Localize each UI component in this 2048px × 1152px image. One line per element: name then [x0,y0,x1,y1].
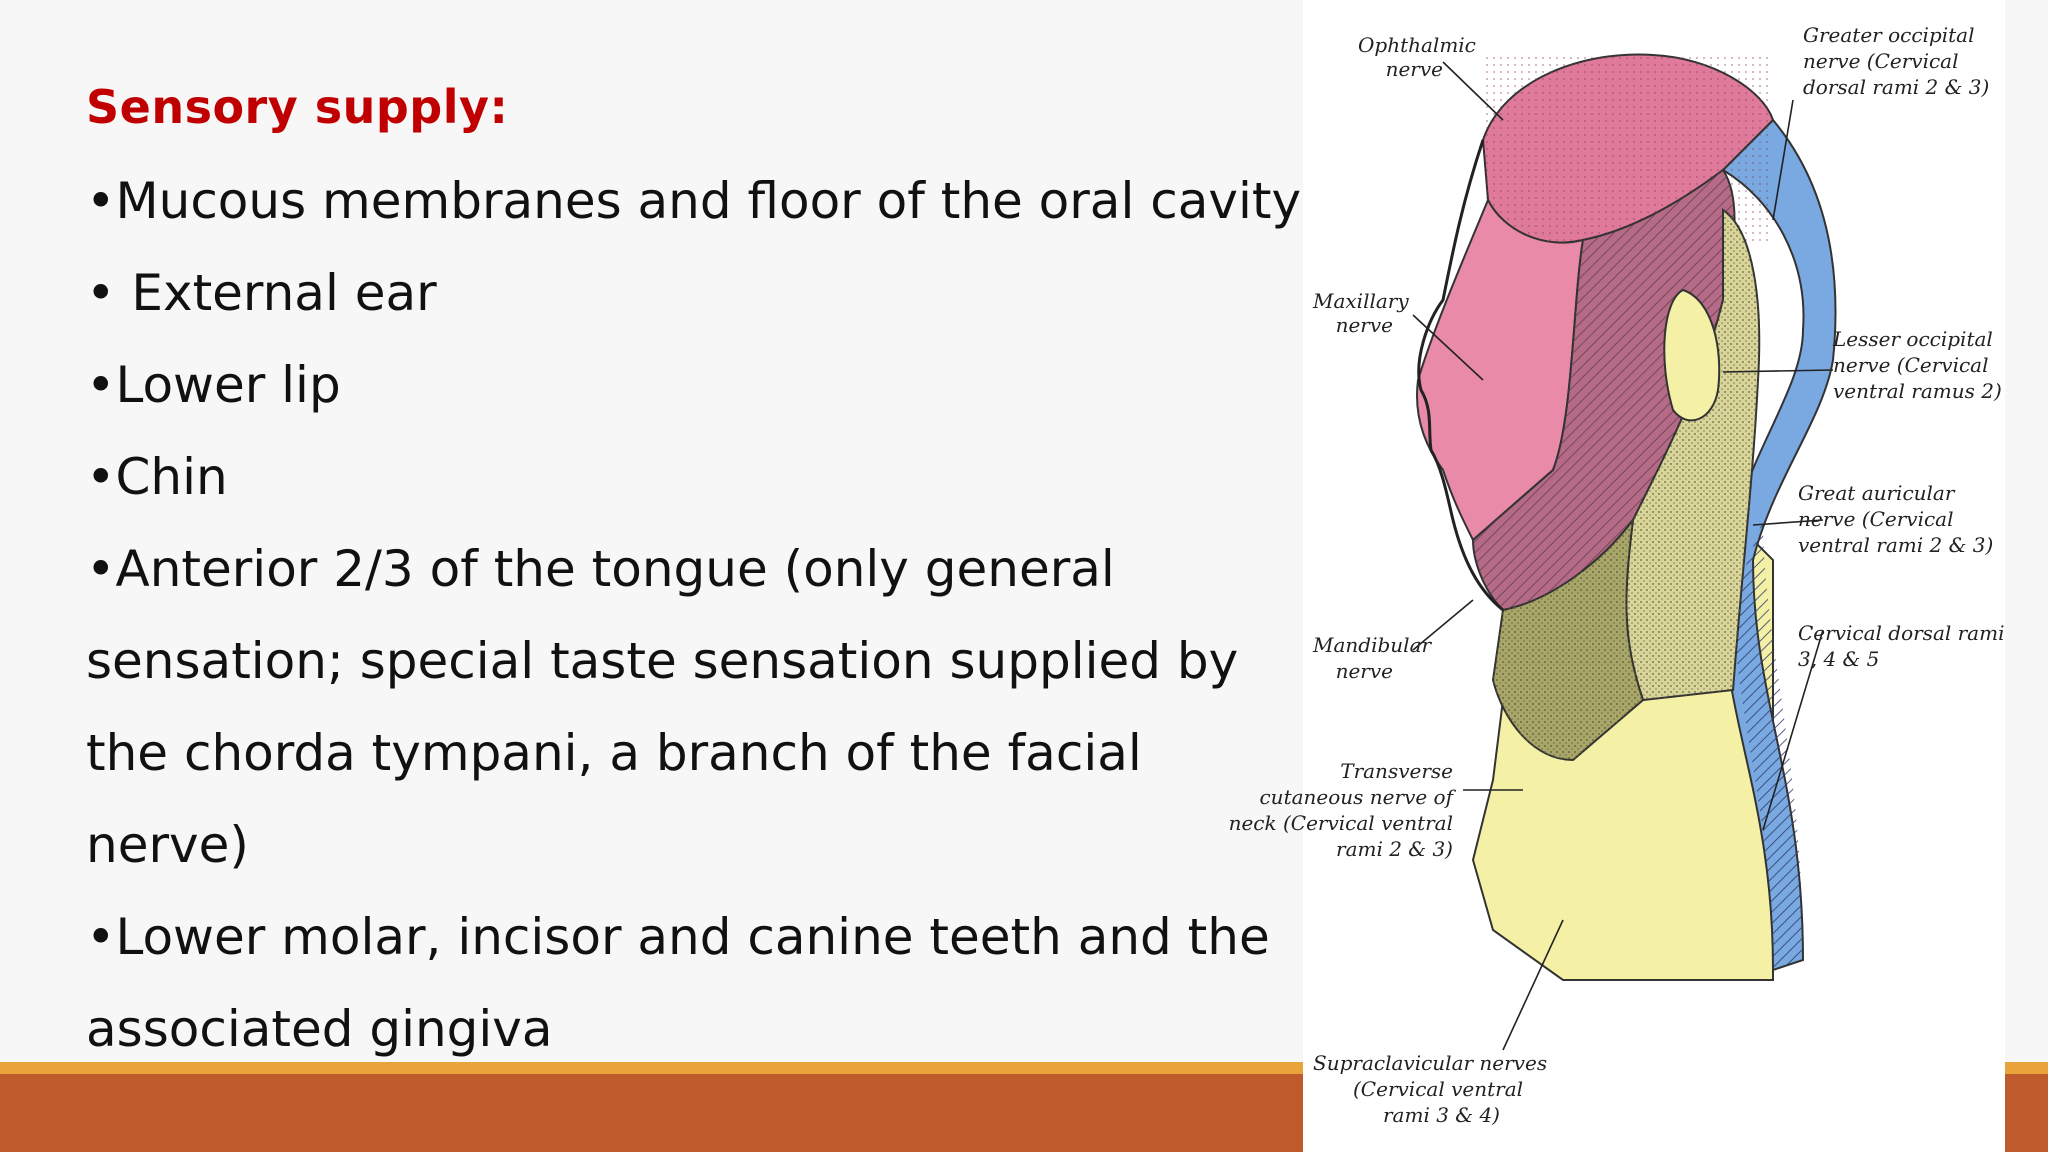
svg-text:nerve: nerve [1335,313,1393,337]
bullet-anterior-tongue: •Anterior 2/3 of the tongue (only general [86,540,1115,598]
bullet-chin: •Chin [86,448,228,506]
bullet-mucous-membranes: •Mucous membranes and floor of the oral cavity [86,172,1302,230]
svg-text:Supraclavicular nerves: Supraclavicular nerves [1313,1051,1548,1075]
svg-text:Great auricular: Great auricular [1798,481,1955,505]
svg-text:nerve: nerve [1385,57,1443,81]
bullet-tongue-cont-3: nerve) [86,816,249,874]
bullet-external-ear: • External ear [86,264,437,322]
svg-text:Ophthalmic: Ophthalmic [1358,33,1476,57]
nerve-diagram-panel [1228,0,2005,1152]
head-nerve-diagram [1228,0,2005,1152]
slide-heading: Sensory supply: [86,80,509,134]
svg-text:dorsal rami 2 & 3): dorsal rami 2 & 3) [1803,75,1990,99]
label-mandibular [1312,633,1432,683]
svg-text:Transverse: Transverse [1340,759,1453,783]
bullet-tongue-cont-1: sensation; special taste sensation supplied by [86,632,1239,690]
svg-text:3, 4 & 5: 3, 4 & 5 [1798,647,1880,671]
label-cervical-dorsal [1798,621,2004,671]
label-supraclavicular [1313,1051,1547,1127]
svg-text:nerve: nerve [1335,659,1393,683]
svg-text:neck (Cervical ventral: neck (Cervical ventral [1228,811,1453,835]
svg-text:Lesser occipital: Lesser occipital [1833,327,1993,351]
svg-text:nerve (Cervical: nerve (Cervical [1833,353,1989,377]
label-great-auricular [1798,481,1993,557]
label-maxillary [1312,289,1409,337]
bullet-lower-lip: •Lower lip [86,356,341,414]
svg-text:Maxillary: Maxillary [1313,289,1409,313]
svg-text:Mandibular: Mandibular [1313,633,1432,657]
svg-text:rami 3 & 4): rami 3 & 4) [1383,1103,1500,1127]
bullet-lower-teeth: •Lower molar, incisor and canine teeth and the [86,908,1270,966]
svg-text:ventral rami 2 & 3): ventral rami 2 & 3) [1798,533,1994,557]
svg-text:(Cervical ventral: (Cervical ventral [1353,1077,1524,1101]
svg-text:rami 2 & 3): rami 2 & 3) [1336,837,1453,861]
label-greater-occipital [1803,23,1989,99]
svg-text:nerve (Cervical: nerve (Cervical [1803,49,1959,73]
svg-text:Greater occipital: Greater occipital [1803,23,1975,47]
svg-text:ventral ramus 2): ventral ramus 2) [1833,379,2002,403]
label-lesser-occipital [1832,327,2002,403]
svg-text:cutaneous nerve of: cutaneous nerve of [1259,785,1453,809]
label-ophthalmic [1358,33,1476,81]
bullet-tongue-cont-2: the chorda tympani, a branch of the facial [86,724,1142,782]
svg-text:Cervical dorsal rami: Cervical dorsal rami [1798,621,2005,645]
svg-text:nerve (Cervical: nerve (Cervical [1798,507,1954,531]
bullet-teeth-cont: associated gingiva [86,1000,553,1058]
label-transverse-cutaneous [1229,759,1457,861]
